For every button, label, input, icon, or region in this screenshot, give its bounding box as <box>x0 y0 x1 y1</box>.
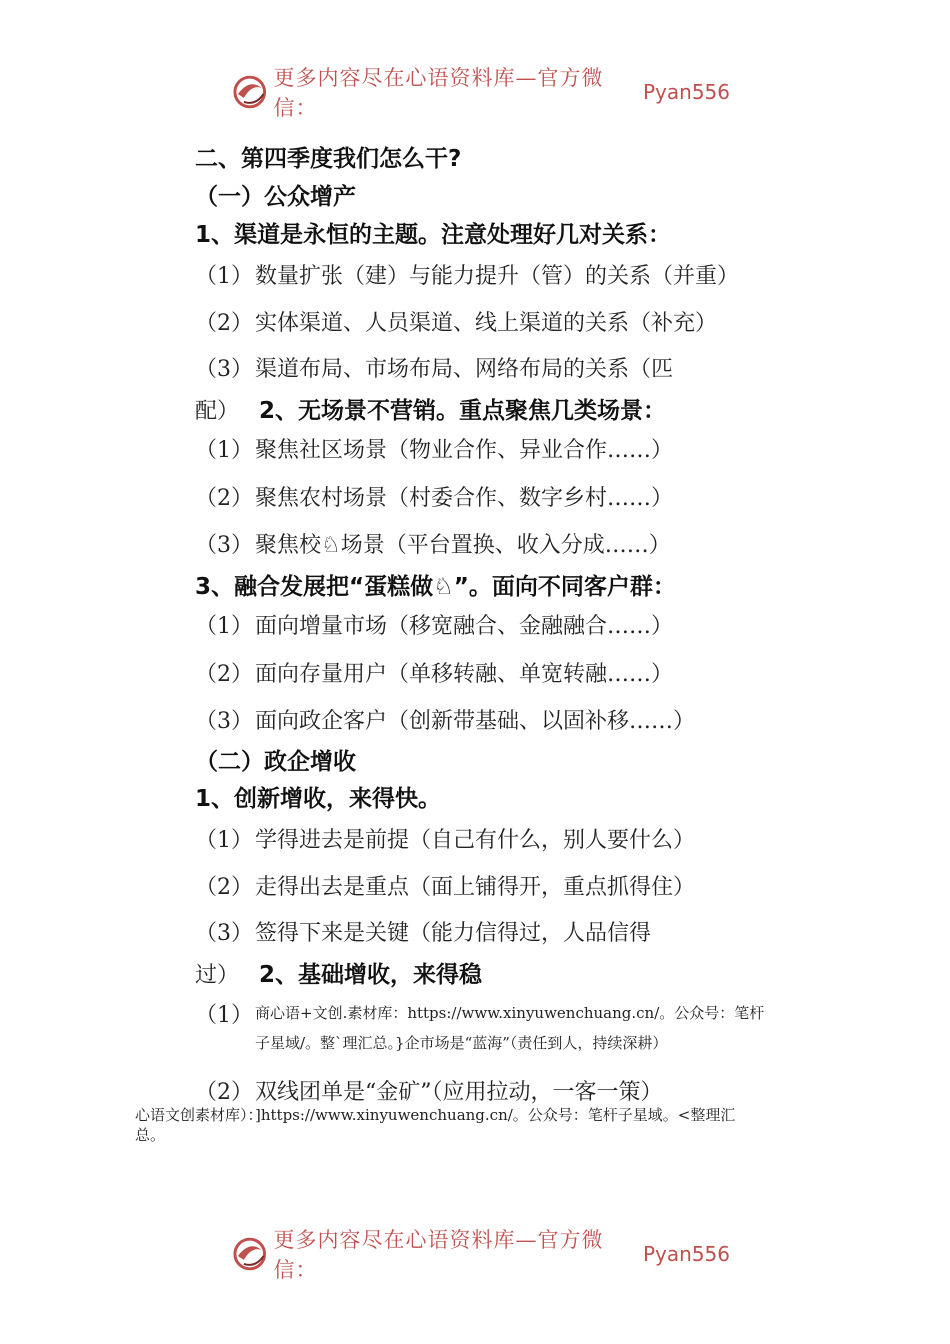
banner-handle: Pyan556 <box>642 1242 730 1266</box>
point-heading: 2、无场景不营销。重点聚焦几类场景： <box>259 398 667 424</box>
watermark-text: 总。 <box>135 1126 166 1144</box>
list-item: （1）数量扩张（建）与能力提升（管）的关系（并重） <box>195 264 740 289</box>
point-heading: 1、创新增收，来得快。 <box>195 786 442 812</box>
point-heading: 1、渠道是永恒的主题。注意处理好几对关系： <box>195 222 672 248</box>
banner-handle: Pyan556 <box>642 80 730 104</box>
subsection-title: （一）公众增产 <box>195 184 356 210</box>
list-item: （3）签得下来是关键（能力信得过，人品信得 <box>195 921 652 946</box>
subsection-title: （二）政企增收 <box>195 749 356 775</box>
header-banner <box>230 66 730 120</box>
list-item: （2）实体渠道、人员渠道、线上渠道的关系（补充） <box>195 311 718 336</box>
list-item: （3）面向政企客户（创新带基础、以固补移……） <box>195 709 696 734</box>
banner-text: 更多内容尽在心语资料库—官方微信： <box>273 66 604 120</box>
point-heading: 2、基础增收，来得稳 <box>259 962 483 988</box>
list-item: （1）面向增量市场（移宽融合、金融融合……） <box>195 614 674 639</box>
list-item: （1）学得进去是前提（自己有什么，别人要什么） <box>195 828 696 853</box>
list-item: （2）面向存量用户（单移转融、单宽转融……） <box>195 662 674 687</box>
list-item: （2）走得出去是重点（面上铺得开，重点抓得住） <box>195 875 696 900</box>
banner-text: 更多内容尽在心语资料库—官方微信： <box>273 1228 604 1282</box>
footer-banner <box>230 1228 730 1282</box>
list-item-continuation: 配） 2、无场景不营销。重点聚焦几类场景： <box>195 398 667 424</box>
list-item: （1）聚焦社区场景（物业合作、异业合作……） <box>195 438 674 463</box>
watermark-text: 心语文创素材库）：]https://www.xinyuwenchuang.cn/。公众号：笔杆子星域。<整理汇 <box>135 1106 736 1124</box>
list-item-watermarked: （1） 商心语+文创.素材库：https://www.xinyuwenchuang.cn/。公众号：笔杆 子星域/。整`理汇总。}企市场是“蓝海”（责任到人，持续深耕） <box>195 1003 765 1052</box>
list-item: （3）聚焦校♘场景（平台置换、收入分成……） <box>195 533 671 558</box>
swirl-logo-icon <box>230 1234 270 1274</box>
list-item: （3）渠道布局、市场布局、网络布局的关系（匹 <box>195 357 674 382</box>
list-item-continuation: 过） 2、基础增收，来得稳 <box>195 962 483 988</box>
section-title: 二、第四季度我们怎么干? <box>195 146 462 172</box>
point-heading: 3、融合发展把“蛋糕做♘”。面向不同客户群： <box>195 574 676 600</box>
swirl-logo-icon <box>230 72 270 112</box>
list-item: （2）聚焦农村场景（村委合作、数字乡村……） <box>195 486 674 511</box>
list-item: （2）双线团单是“金矿”（应用拉动，一客一策） <box>195 1080 663 1105</box>
